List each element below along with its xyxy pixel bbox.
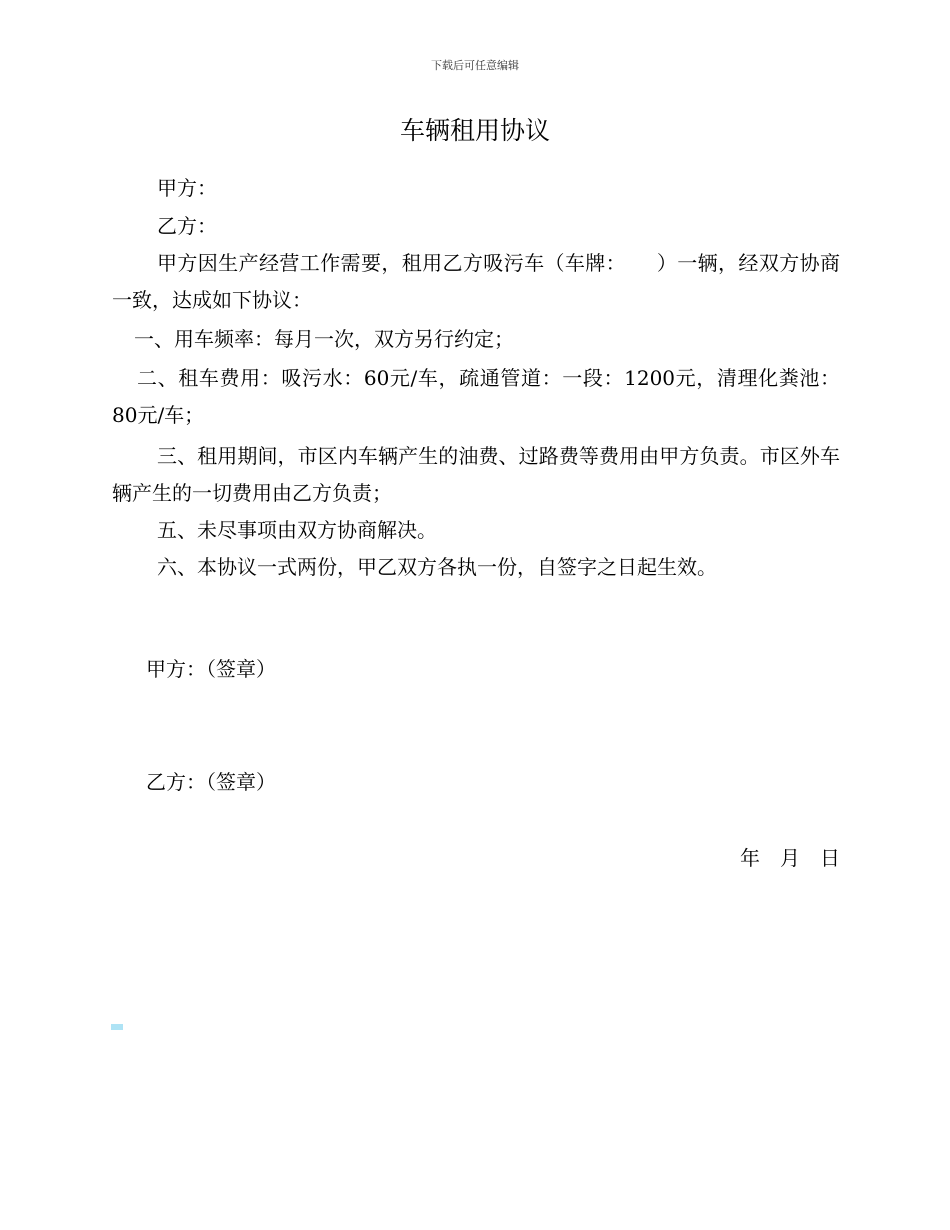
clause-1: 一、用车频率：每月一次，双方另行约定；	[134, 327, 514, 351]
clause-2: 二、租车费用：吸污水：60元/车，疏通管道：一段：1200元，清理化粪池：80元/车；	[112, 366, 840, 427]
clause-6: 六、本协议一式两份，甲乙双方各执一份，自签字之日起生效。	[157, 555, 717, 579]
document-title: 车辆租用协议	[399, 116, 550, 145]
header-note: 下载后可任意编辑	[431, 59, 519, 72]
party-b-label: 乙方：	[157, 214, 217, 238]
party-a-label: 甲方：	[157, 176, 217, 200]
signature-party-a: 甲方：（签章）	[146, 657, 276, 681]
signature-party-b: 乙方：（签章）	[146, 770, 276, 794]
clause-5: 五、未尽事项由双方协商解决。	[157, 518, 437, 542]
signing-date: 年 月 日	[740, 846, 840, 870]
clause-3: 三、租用期间，市区内车辆产生的油费、过路费等费用由甲方负责。市区外车辆产生的一切费用由乙方负责；	[112, 444, 840, 505]
intro-paragraph: 甲方因生产经营工作需要，租用乙方吸污车（车牌： ）一辆，经双方协商一致，达成如下协议：	[112, 251, 840, 312]
cursor-marker	[111, 1024, 123, 1030]
